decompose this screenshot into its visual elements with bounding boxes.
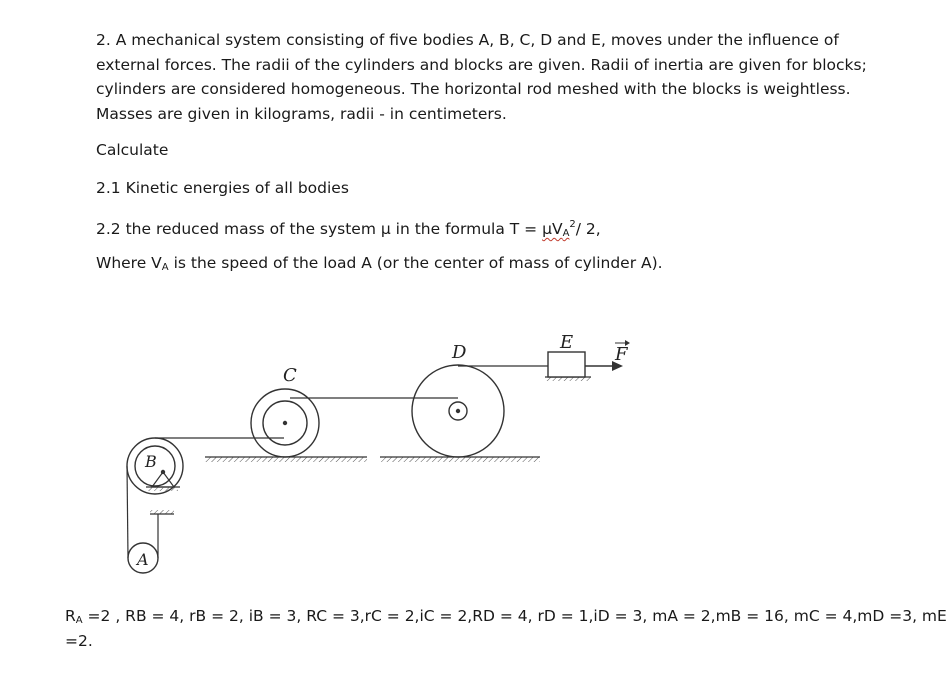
param-r: R: [65, 607, 76, 625]
ground-right: [380, 457, 540, 462]
parameters-line-2: =2.: [65, 632, 93, 650]
block-e: [548, 352, 585, 377]
where-prefix: Where V: [96, 254, 162, 272]
formula-subscript: A: [562, 228, 570, 239]
calculate-heading: Calculate: [96, 141, 169, 159]
formula-mu-v-text: μV: [542, 220, 563, 238]
problem-line-4: Masses are given in kilograms, radii - in centimeters.: [96, 104, 507, 123]
problem-line-2: external forces. The radii of the cylinders and blocks are given. Radii of inertia are given for blocks;: [96, 55, 867, 74]
param-rest: =2 , RB = 4, rB = 2, iB = 3, RC = 3,rC = 2,iC = 2,RD = 4, rD = 1,iD = 3, mA = 2,mB = 16, mC = 4,mD =3, mE: [82, 607, 947, 625]
task-reduced-mass-prefix: 2.2 the reduced mass of the system μ in the formula T =: [96, 220, 543, 238]
ground-left: [205, 457, 367, 462]
task-kinetic-energies: 2.1 Kinetic energies of all bodies: [96, 179, 349, 197]
label-a: A: [137, 550, 149, 569]
label-d: D: [452, 342, 467, 363]
label-c: C: [283, 365, 297, 386]
where-subscript: A: [161, 262, 169, 273]
label-f: F: [615, 344, 628, 365]
support-under-b: [150, 510, 174, 544]
problem-line-3: cylinders are considered homogeneous. The horizontal rod meshed with the blocks is weightless.: [96, 80, 851, 98]
label-b: B: [145, 452, 157, 471]
param-r-subscript: A: [75, 615, 83, 626]
formula-superscript: 2: [569, 219, 576, 230]
problem-line-1: 2. A mechanical system consisting of five bodies A, B, C, D and E, moves under the influence of: [96, 31, 839, 49]
parameters-line-1: [65, 604, 947, 633]
task-reduced-mass-suffix: / 2,: [575, 220, 601, 238]
label-e: E: [560, 332, 574, 353]
cylinder-c: [251, 389, 319, 457]
cylinder-d: [412, 365, 504, 457]
where-suffix: is the speed of the load A (or the center of mass of cylinder A).: [168, 254, 663, 272]
